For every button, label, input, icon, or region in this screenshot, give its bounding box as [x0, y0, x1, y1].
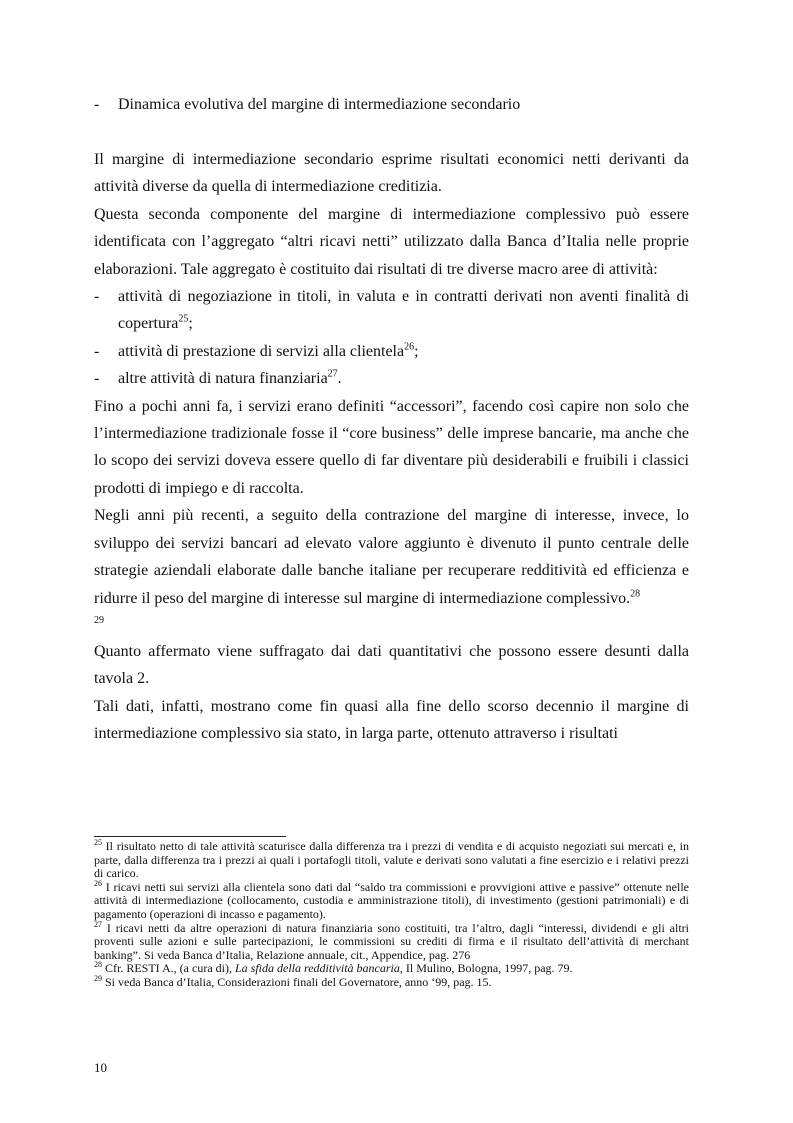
footnote-text: I ricavi netti sui servizi alla clientela sono dati dal “saldo tra commissioni e provvigioni attive e passive” ottenute nelle attività di intermediazione (collocamento, custodia e amministrazione titoli), di investimento (gestioni patrimoniali) e di pagamento (operazioni di incasso e pagamento). [94, 879, 689, 921]
footnotes [94, 840, 689, 990]
footnote-text-tail: , Il Mulino, Bologna, 1997, pag. 79. [399, 961, 573, 976]
footnote-25 [94, 840, 689, 881]
paragraph-5: Quanto affermato viene suffragato dai dati quantitativi che possono essere desunti dalla tavola 2. [94, 642, 689, 688]
footnote-text: Cfr. RESTI A., (a cura di), [102, 961, 235, 976]
footnote-ref-26[interactable]: 26 [404, 341, 415, 353]
paragraph-4 [94, 502, 689, 612]
footnote-text: Si veda Banca d’Italia, Considerazioni finali del Governatore, anno ‘99, pag. 15. [102, 974, 492, 989]
footnote-text: Il risultato netto di tale attività scaturisce dalla differenza tra i prezzi di vendita e di acquisto negoziati sui mercati e, in parte, dalla differenza tra i prezzi ai quali i portafogli titoli, valute e derivati sono valutati a fine esercizio e i relativi prezzi di carico. [94, 839, 689, 881]
paragraph-4-text: Negli anni più recenti, a seguito della contrazione del margine di interesse, invece, lo sviluppo dei servizi bancari ad elevato valore aggiunto è divenuto il punto centrale delle strategie aziendali elaborate dalle banche italiane per recuperare redditività ed efficienza e ridurre il peso del margine di interesse sul margine di intermediazione complessivo. [94, 507, 689, 607]
footnote-ref-28[interactable]: 28 [630, 588, 641, 600]
list-dash: - [94, 342, 100, 360]
list-item [94, 365, 689, 392]
list-item-text: altre attività di natura finanziaria [118, 370, 328, 388]
list-item-punct: ; [414, 342, 419, 360]
footnote-ref-29[interactable]: 29 [94, 614, 104, 626]
footnote-number: 25 [94, 838, 102, 847]
paragraph-3: Fino a pochi anni fa, i servizi erano definiti “accessori”, facendo così capire non solo che l’intermediazione tradizionale fosse il “core business” delle imprese bancarie, ma anche che lo scopo dei servizi doveva essere quello di far diventare più desiderabili e fruibili i classici prodotti di impiego e di raccolta. [94, 397, 689, 497]
footnote-separator [94, 836, 286, 837]
heading-dash: - [94, 96, 100, 113]
list-item [94, 338, 689, 365]
footnote-book-title: La sfida della redditività bancaria [234, 961, 400, 976]
footnote-number: 27 [94, 919, 102, 929]
footnote-number: 26 [94, 878, 102, 888]
section-heading [94, 94, 520, 116]
paragraph-1: Il margine di intermediazione secondario esprime risultati economici netti derivanti da attività diverse da quella di intermediazione creditizia. [94, 151, 689, 196]
paragraph-2: Questa seconda componente del margine di intermediazione complessivo può essere identificata con l’aggregato “altri ricavi netti” utilizzato dalla Banca d’Italia nelle proprie elaborazioni. Tale aggregato è costituito dai risultati di tre diverse macro aree di attività: [94, 205, 689, 278]
paragraph-6: Tali dati, infatti, mostrano come fin quasi alla fine dello scorso decennio il margine di intermediazione complessivo sia stato, in larga parte, ottenuto attraverso i risultati [94, 697, 689, 743]
activity-list [94, 283, 689, 393]
footnote-number: 28 [94, 960, 102, 970]
list-dash: - [94, 288, 100, 306]
list-item-text: attività di prestazione di servizi alla clientela [118, 342, 405, 360]
list-item-punct: . [337, 370, 342, 388]
heading-text: Dinamica evolutiva del margine di intermediazione secondario [118, 96, 521, 113]
footnote-ref-25[interactable]: 25 [178, 314, 189, 326]
list-item-punct: ; [188, 315, 193, 333]
footnote-ref-27[interactable]: 27 [327, 368, 338, 380]
list-dash: - [94, 370, 100, 388]
footnote-27 [94, 919, 689, 963]
list-item [94, 283, 689, 338]
footnote-number: 29 [94, 973, 102, 983]
footnote-26 [94, 878, 689, 922]
page-number: 10 [94, 1060, 107, 1075]
body-text [94, 146, 689, 748]
list-item-text: attività di negoziazione in titoli, in valuta e in contratti derivati non aventi finalità di copertura [118, 288, 689, 333]
footnote-text: I ricavi netti da altre operazioni di natura finanziaria sono costituiti, tra l’altro, dagli “interessi, dividendi e gli altri proventi sulle azioni e sulle partecipazioni, le commissioni su crediti di firma e il risultato dell’attività di merchant banking”. Si veda Banca d’Italia, Relazione annuale, cit., Appendice, pag. 276 [94, 920, 689, 962]
footnote-29 [94, 973, 689, 990]
footnote-28 [94, 962, 689, 976]
